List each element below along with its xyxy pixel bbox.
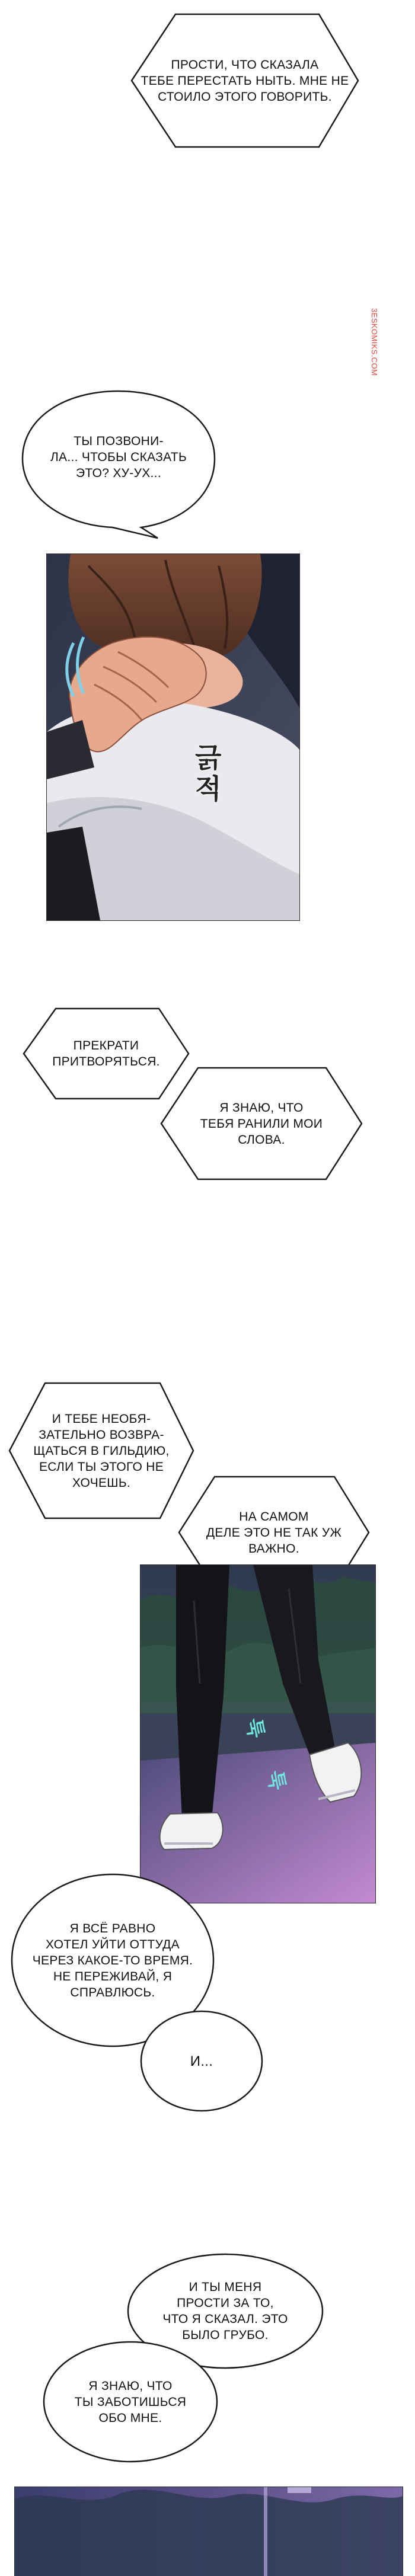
bubble-text: НА САМОМ ДЕЛЕ ЭТО НЕ ТАК УЖ ВАЖНО. [206,1509,342,1556]
speech-bubble-you-care [42,2340,219,2464]
sfx-step-2: 툭 [263,1768,290,1792]
panel-walking-legs [140,1564,376,1903]
bubble-text: И... [190,2053,213,2069]
sfx-scratch: 긁적 [195,742,222,805]
speech-bubble-and [139,2009,264,2113]
speech-bubble-guild-return [7,1381,196,1521]
speech-bubble-you-called [18,386,219,540]
panel-night-scene-bottom [14,2487,403,2576]
bubble-text: И ТЫ МЕНЯ ПРОСТИ ЗА ТО, ЧТО Я СКАЗАЛ. ЭТО БЫЛО ГРУБО. [162,2280,288,2342]
bubble-text: Я ЗНАЮ, ЧТО ТЫ ЗАБОТИШЬСЯ ОБО МНЕ. [74,2379,187,2425]
site-watermark: 3ESKOMIKS.COM [370,308,379,376]
bubble-text: И ТЕБЕ НЕОБЯ- ЗАТЕЛЬНО ВОЗВРА- ЩАТЬСЯ В ГИЛЬДИЮ, ЕСЛИ ТЫ ЭТОГО НЕ ХОЧЕШЬ. [33,1412,170,1490]
panel-art-night [15,2487,403,2576]
bubble-text: ПРОСТИ, ЧТО СКАЗАЛА ТЕБЕ ПЕРЕСТАТЬ НЫТЬ. МНЕ НЕ СТОИЛО ЭТОГО ГОВОРИТЬ. [141,57,349,104]
bubble-text: ПРЕКРАТИ ПРИТВОРЯТЬСЯ. [52,1039,160,1068]
bubble-text: Я ЗНАЮ, ЧТО ТЕБЯ РАНИЛИ МОИ СЛОВА. [200,1100,323,1147]
panel-art-neck-scratch [47,554,299,920]
speech-bubble-i-know-hurt [159,1065,364,1182]
panel-neck-scratch [46,553,300,921]
bubble-text: ТЫ ПОЗВОНИ- ЛА... ЧТОБЫ СКАЗАТЬ ЭТО? ХУ-УХ... [50,434,187,480]
bubble-text: Я ВСЁ РАВНО ХОТЕЛ УЙТИ ОТТУДА ЧЕРЕЗ КАКОЕ-ТО ВРЕМЯ. НЕ ПЕРЕЖИВАЙ, Я СПРАВЛЮСЬ. [32,1921,193,1999]
sfx-step-1: 툭 [241,1716,269,1740]
speech-bubble-apology-her [129,12,360,149]
